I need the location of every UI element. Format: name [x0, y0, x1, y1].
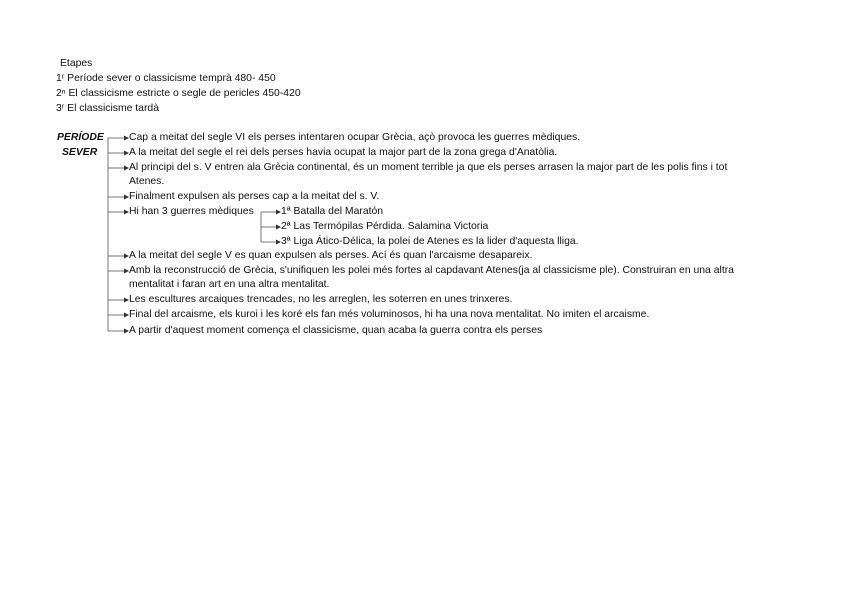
sub-list-item: 2ª Las Termópilas Pérdida. Salamina Victoria [281, 221, 489, 232]
etapa-line-3: 3ʳ El classicisme tardà [56, 103, 159, 114]
etapa-line-1: 1ʳ Període sever o classicisme temprà 480- 450 [56, 73, 276, 84]
list-item: Al principi del s. V entren ala Grècia continental, és un moment terrible ja que els perses arrasen la major part de les polis fins i tot [129, 162, 728, 173]
sever-label: SEVER [62, 147, 98, 158]
list-item: Les escultures arcaiques trencades, no les arreglen, les soterren en unes trinxeres. [129, 294, 513, 305]
list-item: Cap a meitat del segle VI els perses intentaren ocupar Grècia, açò provoca les guerres mèdiques. [129, 132, 581, 143]
list-item: A partir d'aquest moment comença el classicisme, quan acaba la guerra contra els perses [129, 325, 543, 336]
list-item: A la meitat del segle el rei dels perses havia ocupat la major part de la zona grega d'Anatòlia. [129, 147, 558, 158]
list-item: Final del arcaisme, els kuroi i les koré els fan més voluminosos, hi ha una nova mentalitat. No imiten el arcaisme. [129, 309, 650, 320]
etapes-title: Etapes [60, 58, 93, 69]
sub-list-item: 3ª Liga Ático-Délica, la polei de Atenes es la lider d'aquesta lliga. [281, 236, 579, 247]
list-item: Finalment expulsen als perses cap a la meitat del s. V. [129, 191, 380, 202]
list-item: A la meitat del segle V es quan expulsen als perses. Ací és quan l'arcaisme desapareix. [129, 250, 533, 261]
etapa-line-2: 2ⁿ El classicisme estricte o segle de pericles 450-420 [56, 88, 301, 99]
list-item-continuation: Atenes. [129, 176, 165, 187]
periode-label: PERÍODE [57, 132, 104, 143]
sub-list-item: 1ª Batalla del Maratón [281, 206, 384, 217]
list-item-continuation: mentalitat i faran art en una altra mentalitat. [129, 279, 330, 290]
list-item: Amb la reconstrucció de Grècia, s'unifiquen les polei més fortes al capdavant Atenes(ja al classicisme ple). Construiran en una altra [129, 265, 734, 276]
list-item: Hi han 3 guerres mèdiques [129, 206, 254, 217]
